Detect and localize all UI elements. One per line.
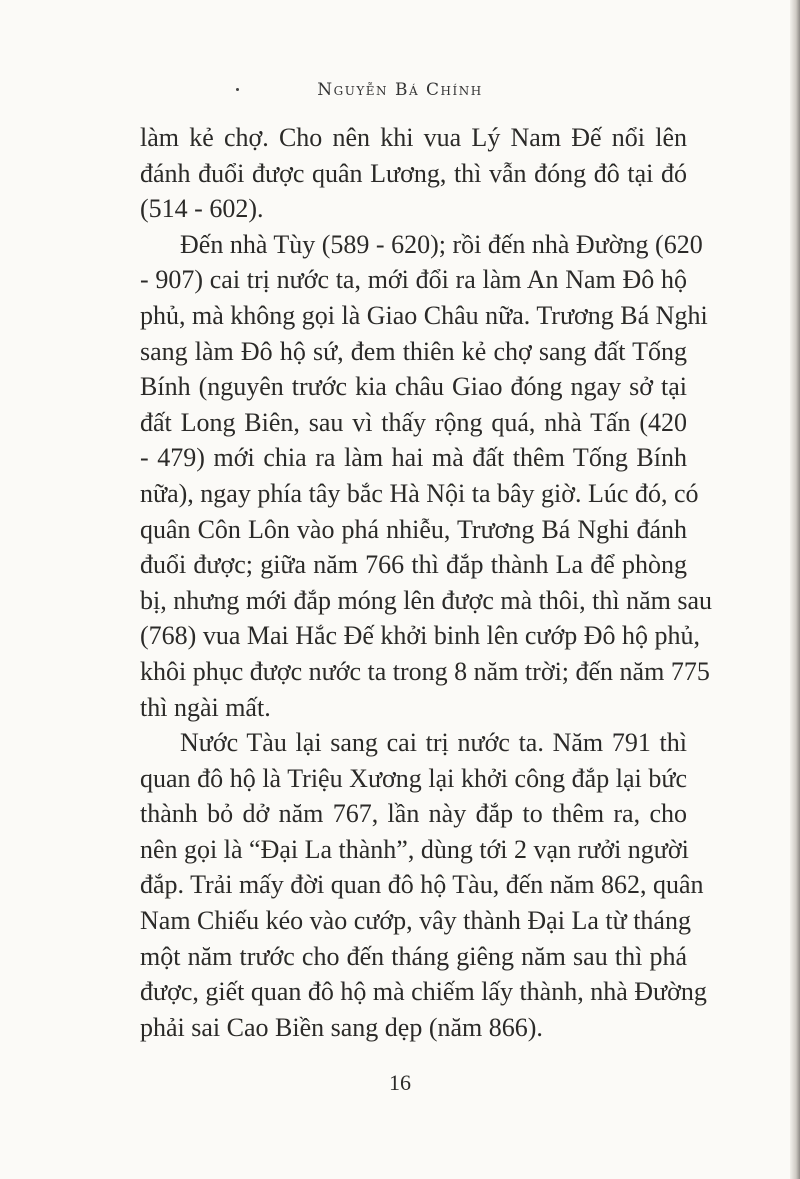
paragraph — [140, 227, 712, 725]
text-line: Đến nhà Tùy (589 - 620); rồi đến nhà Đường (620 — [180, 229, 703, 259]
text-line: bị, nhưng mới đắp móng lên được mà thôi, thì năm sau — [140, 585, 712, 615]
text-line: (768) vua Mai Hắc Đế khởi binh lên cướp Đô hộ phủ, — [140, 621, 701, 651]
running-head-author: Nguyễn Bá Chính — [317, 80, 483, 100]
paragraph — [140, 725, 707, 1045]
text-line: - 479) mới chia ra làm hai mà đất thêm Tống Bính — [140, 443, 687, 473]
text-line: thành bỏ dở năm 767, lần này đắp to thêm ra, cho — [140, 799, 687, 829]
text-line: quan đô hộ là Triệu Xương lại khởi công đắp lại bức — [140, 763, 687, 793]
text-line: đuổi được; giữa năm 766 thì đắp thành La để phòng — [140, 550, 687, 580]
text-line: (514 - 602). — [140, 194, 264, 224]
text-line: phủ, mà không gọi là Giao Châu nữa. Trương Bá Nghi — [140, 300, 708, 330]
text-line: thì ngài mất. — [140, 692, 271, 722]
page-number: 16 — [389, 1070, 411, 1095]
text-line: Bính (nguyên trước kia châu Giao đóng ngay sở tại — [140, 372, 687, 402]
text-line: khôi phục được nước ta trong 8 năm trời; đến năm 775 — [140, 656, 710, 686]
text-line: làm kẻ chợ. Cho nên khi vua Lý Nam Đế nổi lên — [140, 123, 687, 152]
text-line: nữa), ngay phía tây bắc Hà Nội ta bây giờ. Lúc đó, có — [140, 478, 699, 508]
body-text — [140, 120, 712, 1045]
text-line: Nam Chiếu kéo vào cướp, vây thành Đại La từ tháng — [140, 906, 691, 936]
text-line: quân Côn Lôn vào phá nhiễu, Trương Bá Nghi đánh — [140, 514, 687, 544]
text-line: phải sai Cao Biền sang dẹp (năm 866). — [140, 1012, 543, 1042]
text-line: đắp. Trải mấy đời quan đô hộ Tàu, đến năm 862, quân — [140, 870, 704, 900]
text-line: đánh đuổi được quân Lương, thì vẫn đóng đô tại đó — [140, 158, 687, 188]
text-line: đất Long Biên, sau vì thấy rộng quá, nhà Tấn (420 — [140, 407, 687, 437]
text-line: nên gọi là “Đại La thành”, dùng tới 2 vạn rưởi người — [140, 834, 689, 864]
paragraph — [140, 120, 687, 227]
text-line: - 907) cai trị nước ta, mới đổi ra làm An Nam Đô hộ — [140, 265, 687, 295]
text-line: một năm trước cho đến tháng giêng năm sau thì phá — [140, 941, 687, 971]
text-line: Nước Tàu lại sang cai trị nước ta. Năm 791 thì — [180, 728, 687, 758]
page-edge-shadow — [790, 0, 800, 1179]
text-line: sang làm Đô hộ sứ, đem thiên kẻ chợ sang đất Tống — [140, 336, 687, 366]
text-line: được, giết quan đô hộ mà chiếm lấy thành, nhà Đường — [140, 977, 707, 1007]
